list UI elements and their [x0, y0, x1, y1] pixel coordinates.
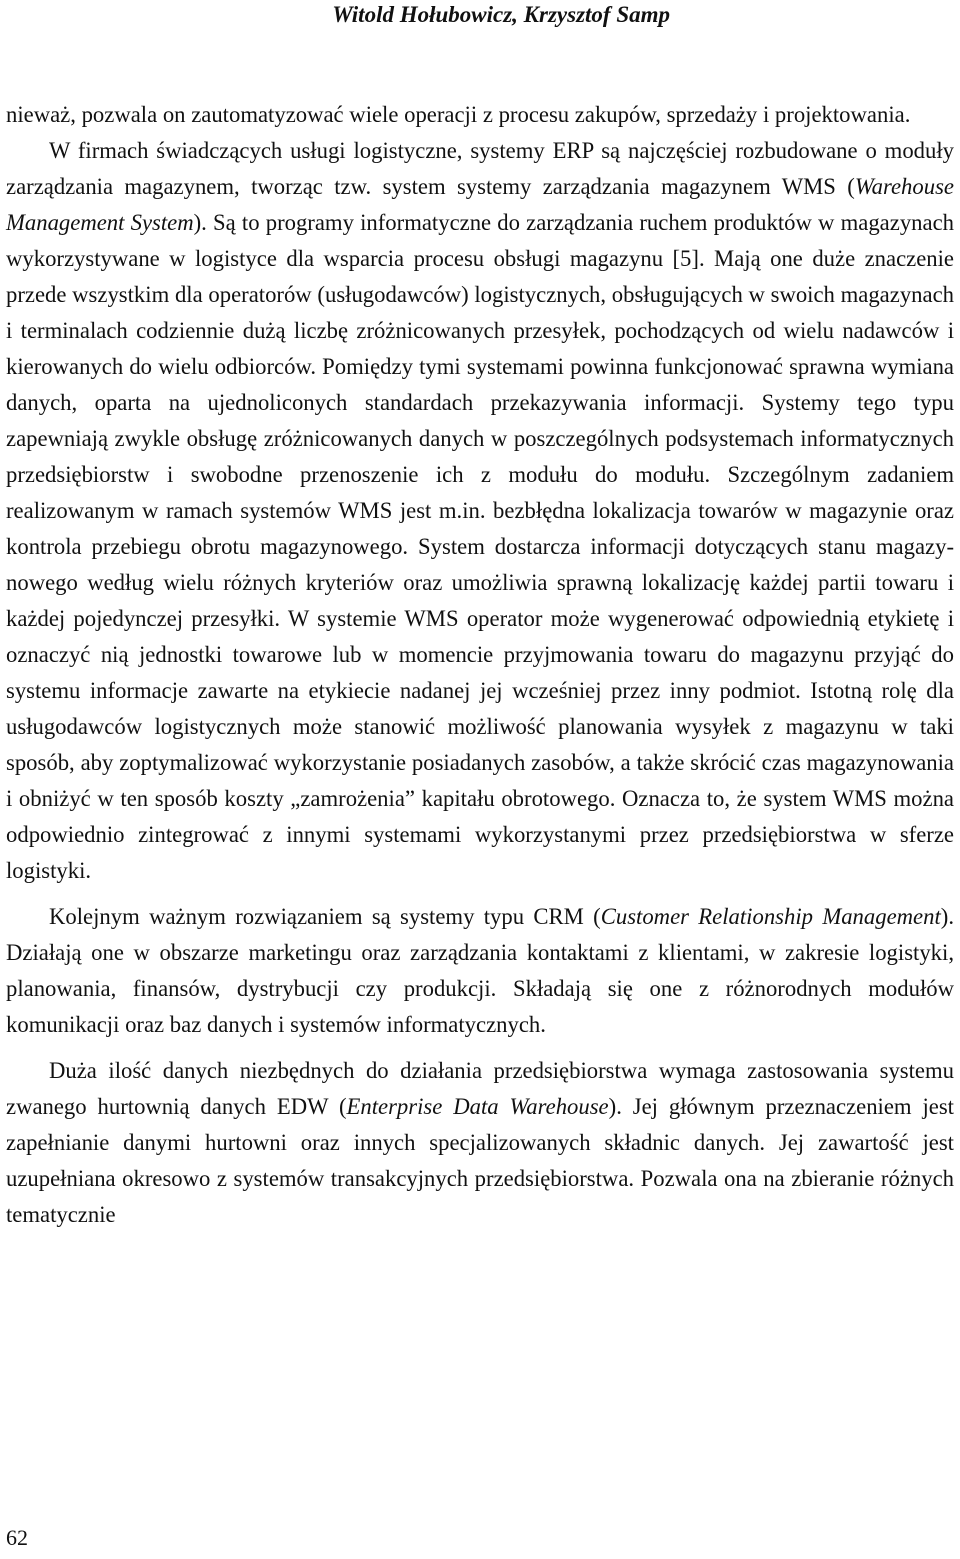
- italic-term-crm: Customer Relationship Management: [600, 904, 941, 929]
- running-head-authors: Witold Hołubowicz, Krzysztof Samp: [332, 2, 670, 27]
- paragraph-continuation: [6, 97, 954, 133]
- italic-term-wms: Warehouse Management System: [6, 174, 954, 235]
- paragraph-wms: [6, 133, 954, 889]
- text-run: ). Działają one w obszarze marketingu oraz zarządzania kontaktami z klientami, w zakresie logistyki, planowania, finansów, dystrybucji czy produkcji. Składają się one z różnorodnych modułów komunikacji oraz baz danych i systemów informatycznych.: [6, 904, 954, 1037]
- page-number: 62: [6, 1525, 28, 1550]
- text-run: Kolejnym ważnym rozwiązaniem są systemy typu CRM (: [49, 904, 601, 929]
- text-run: ). Są to programy informatyczne do zarządzania ruchem produktów w magazynach wykorzystywane w logistyce dla wsparcia procesu obsługi magazynu [5]. Mają one duże znaczenie przede wszystkim dla operatorów (usługodawców) logistycznych, obsługujących w swoich magazynach i terminalach codziennie dużą liczbę zróżnicowanych przesyłek, pochodzących od wielu nadawców i kierowanych do wielu odbiorców. Pomiędzy tymi systemami powinna funkcjonować sprawna wymiana danych, oparta na ujednoliconych standardach przekazywania informacji. Systemy tego typu zapewniają zwykle obsługę zróżnicowanych danych w poszczególnych podsystemach informatycznych przedsiębiorstw i swobodne przenoszenie ich z modułu do modułu. Szczególnym zadaniem realizowanym w ramach systemów WMS jest m.in. bezbłędna lokalizacja towarów w magazynie oraz kontrola przebiegu obrotu magazynowego. System dostarcza informacji dotyczących stanu magazynowego według wielu różnych kryteriów oraz umożliwia sprawną lokalizację każdej partii towaru i każdej pojedynczej przesyłki. W systemie WMS operator może wygenerować odpowiednią etykietę i oznaczyć nią jednostki towarowe lub w momencie przyjmowania towaru do magazynu przyjąć do systemu informacje zawarte na etykiecie nadanej jej wcześniej przez inny podmiot. Istotną rolę dla usługodawców logistycznych może stanowić możliwość planowania wysyłek z magazynu w taki sposób, aby zoptymalizować wykorzystanie posiadanych zasobów, a także skrócić czas magazynowania i obniżyć w ten sposób koszty „zamrożenia” kapitału obrotowego. Oznacza to, że system WMS można odpowiednio zintegrować z innymi systemami wykorzystanymi przez przedsiębiorstwa w sferze logistyki.: [6, 210, 954, 883]
- text-run: W firmach świadczących usługi logistyczne, systemy ERP są najczęściej rozbudowane o moduły zarządzania magazynem, tworząc tzw. system systemy zarządzania magazynem WMS (: [6, 138, 954, 199]
- paragraph-crm: [6, 899, 954, 1043]
- paragraph-edw: [6, 1053, 954, 1233]
- italic-term-edw: Enterprise Data Warehouse: [346, 1094, 609, 1119]
- text-run: Duża ilość danych niezbędnych do działania przedsiębiorstwa wymaga zastosowania systemu zwanego hurtownią danych EDW (: [6, 1058, 954, 1119]
- body-text: [6, 97, 954, 1233]
- text-run: nieważ, pozwala on zautomatyzować wiele operacji z procesu zakupów, sprzedaży i projektowania.: [6, 102, 911, 127]
- text-run: ). Jej głównym przeznaczeniem jest zapełnianie danymi hurtowni oraz innych specjalizowanych składnic danych. Jej zawartość jest uzupełniana okresowo z systemów transakcyjnych przedsiębiorstwa. Pozwala ona na zbieranie różnych tematycznie: [6, 1094, 954, 1227]
